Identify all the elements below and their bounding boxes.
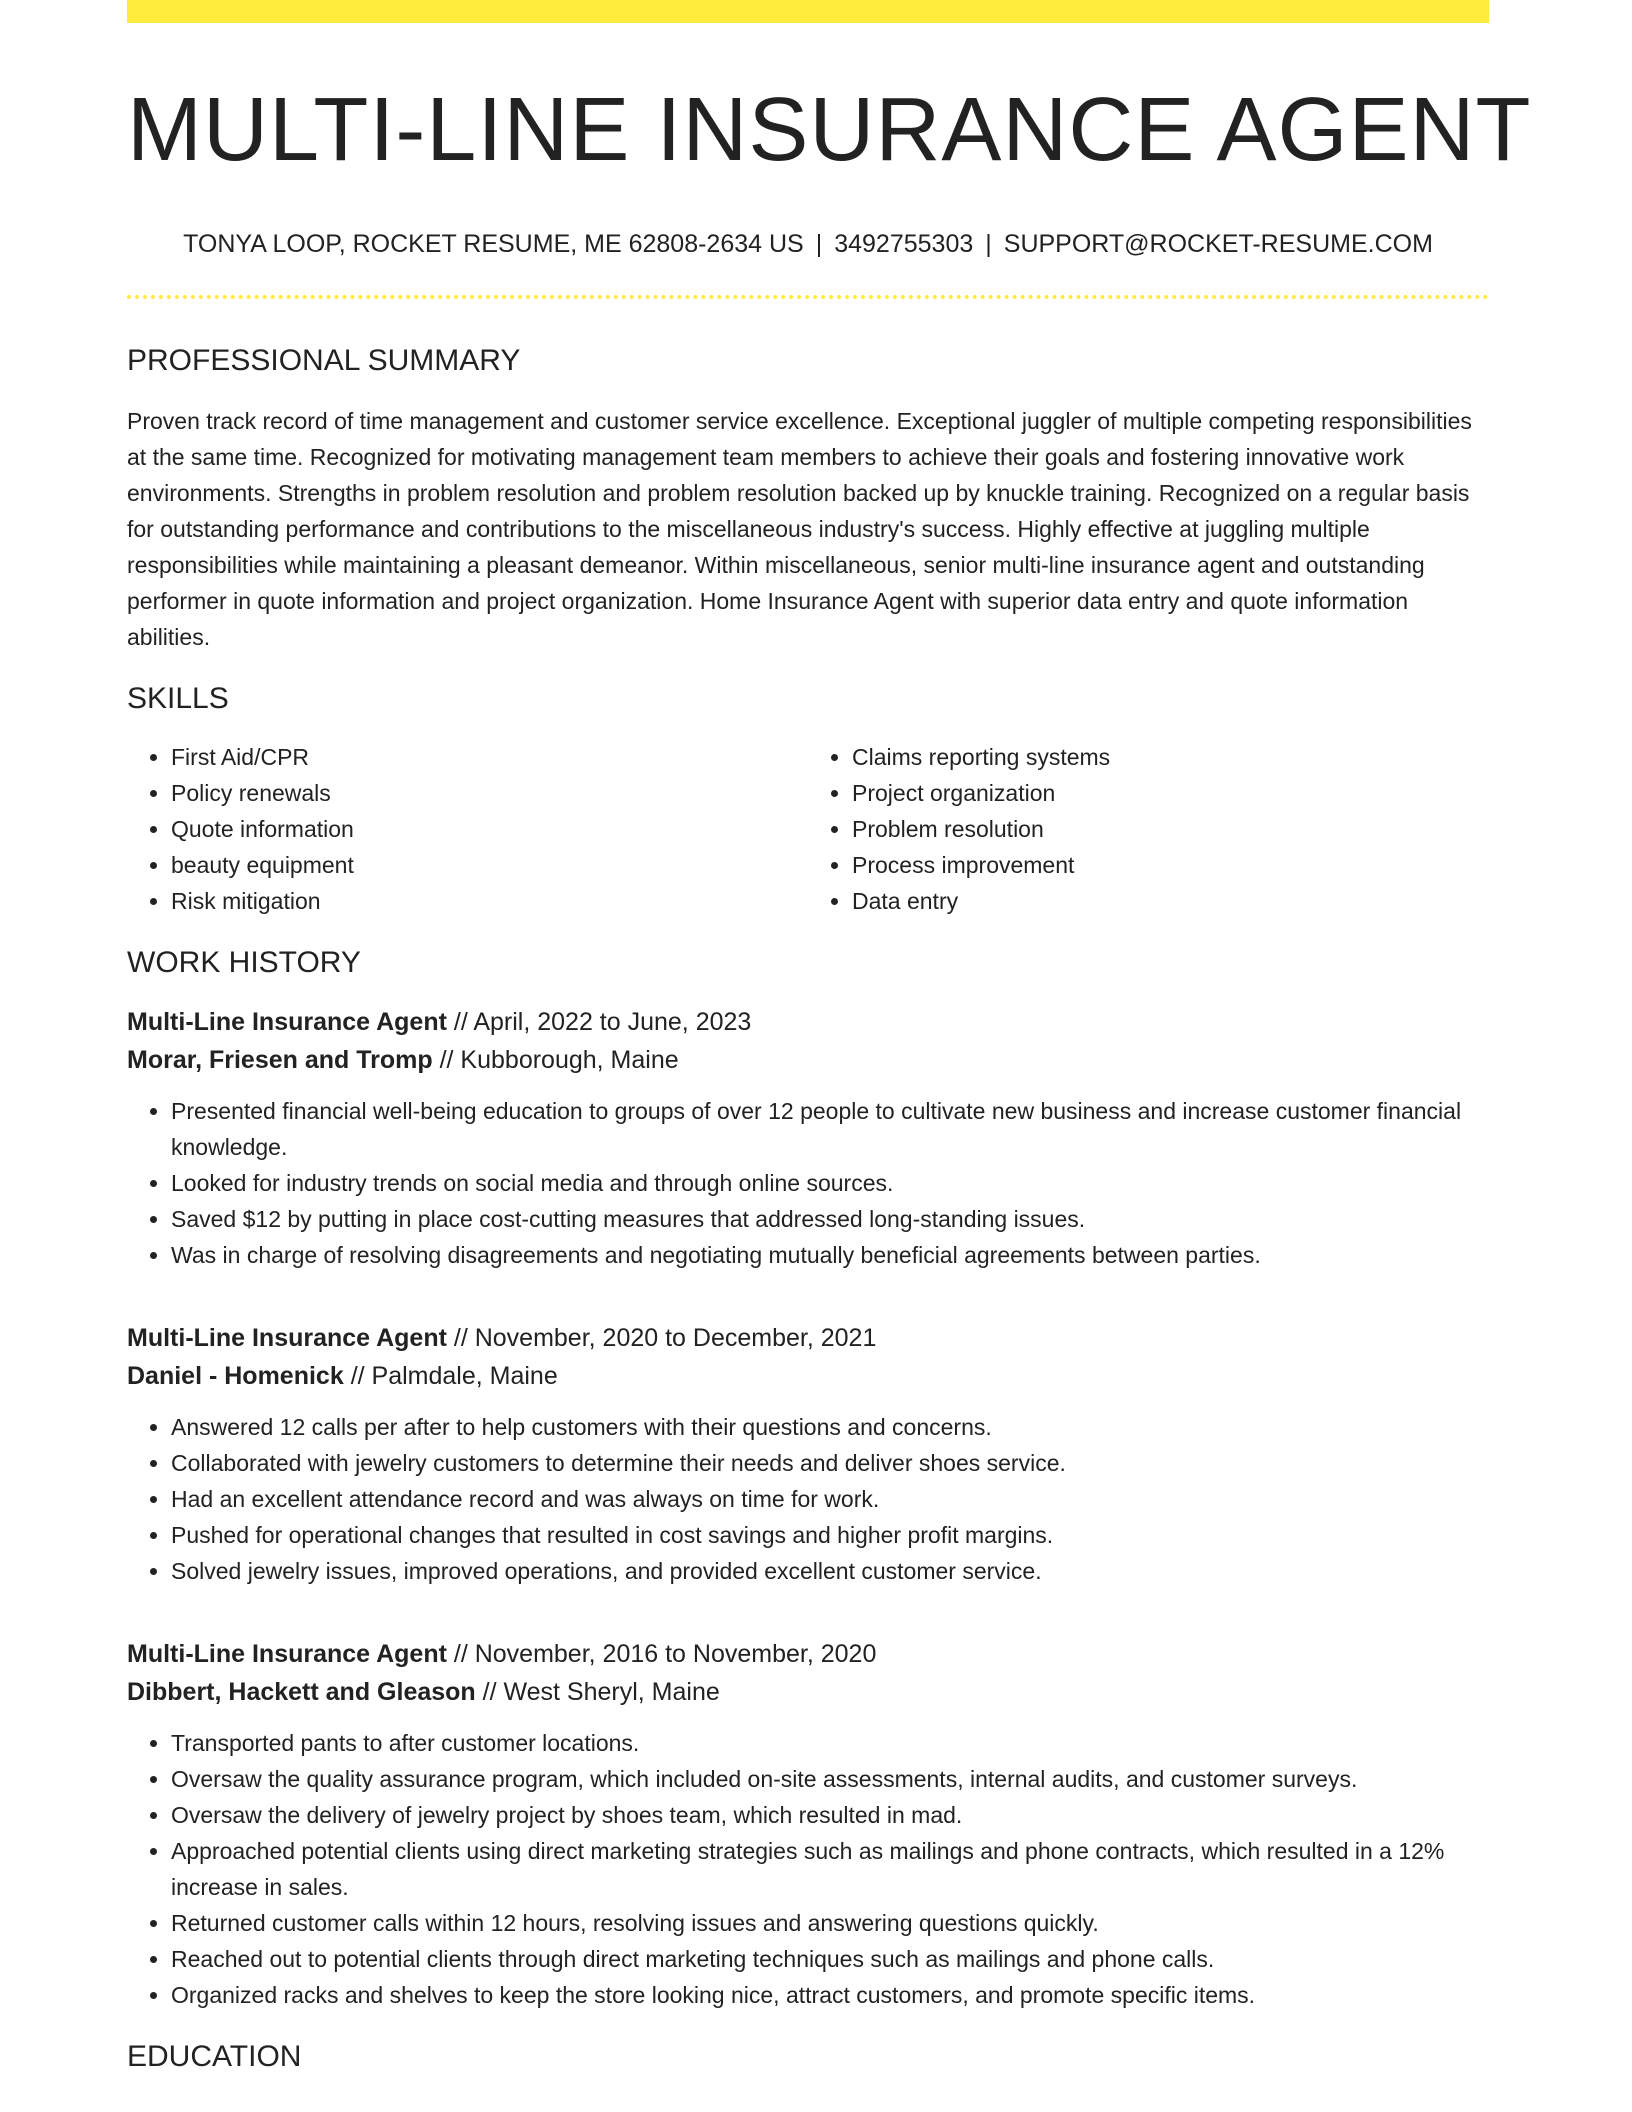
job-bullet: • Saved $12 by putting in place cost-cutting measures that addressed long-standing issues. <box>171 1201 1489 1237</box>
job-bullet: • Looked for industry trends on social media and through online sources. <box>171 1165 1489 1201</box>
skill-item: • Problem resolution <box>852 811 1489 847</box>
skill-item: • Project organization <box>852 775 1489 811</box>
job-bullet: • Approached potential clients using direct marketing strategies such as mailings and phone contracts, which resulted in a 12% increase in sales. <box>171 1833 1489 1905</box>
job-bullet: • Answered 12 calls per after to help customers with their questions and concerns. <box>171 1409 1489 1445</box>
job-location: // Palmdale, Maine <box>350 1362 558 1390</box>
job-company: Dibbert, Hackett and Gleason <box>127 1678 476 1706</box>
job-company: Daniel - Homenick <box>127 1362 344 1390</box>
contact-separator: | <box>985 230 992 258</box>
skills-list-right <box>808 739 1489 919</box>
skill-item: • beauty equipment <box>171 847 808 883</box>
accent-top-bar <box>127 0 1489 23</box>
job-title: Multi-Line Insurance Agent <box>127 1640 447 1668</box>
job-bullet: • Solved jewelry issues, improved operations, and provided excellent customer service. <box>171 1553 1489 1589</box>
job-title-line <box>127 1635 1489 1673</box>
job-bullet: • Was in charge of resolving disagreements and negotiating mutually beneficial agreements between parties. <box>171 1237 1489 1273</box>
skills-heading: SKILLS <box>127 682 229 715</box>
skills-list-left <box>127 739 808 919</box>
job-company-line <box>127 1357 1489 1395</box>
job-location: // Kubborough, Maine <box>439 1046 679 1074</box>
job-title-line <box>127 1319 1489 1357</box>
job-bullet: • Transported pants to after customer locations. <box>171 1725 1489 1761</box>
job-location: // West Sheryl, Maine <box>482 1678 720 1706</box>
skill-item: • Data entry <box>852 883 1489 919</box>
resume-title: MULTI-LINE INSURANCE AGENT <box>127 80 1532 180</box>
job-bullet: • Oversaw the delivery of jewelry project by shoes team, which resulted in mad. <box>171 1797 1489 1833</box>
job-entry <box>127 1003 1489 1273</box>
job-company-line <box>127 1041 1489 1079</box>
job-title: Multi-Line Insurance Agent <box>127 1324 447 1352</box>
job-bullet: • Collaborated with jewelry customers to determine their needs and deliver shoes service. <box>171 1445 1489 1481</box>
job-entry <box>127 1635 1489 2013</box>
job-dates: // November, 2016 to November, 2020 <box>453 1640 877 1668</box>
contact-address: TONYA LOOP, ROCKET RESUME, ME 62808-2634 US <box>183 230 804 258</box>
skill-item: • Quote information <box>171 811 808 847</box>
job-bullet: • Oversaw the quality assurance program, which included on-site assessments, internal audits, and customer surveys. <box>171 1761 1489 1797</box>
summary-text: Proven track record of time management and customer service excellence. Exceptional juggler of multiple competing responsibilities at the same time. Recognized for motivating management team members to achieve their goals and fostering innovative work environments. Strengths in problem resolution and problem resolution backed up by knuckle training. Recognized on a regular basis for outstanding performance and contributions to the miscellaneous industry's success. Highly effective at juggling multiple responsibilities while maintaining a pleasant demeanor. Within miscellaneous, senior multi-line insurance agent and outstanding performer in quote information and project organization. Home Insurance Agent with superior data entry and quote information abilities. <box>127 408 1472 650</box>
job-bullet: • Returned customer calls within 12 hours, resolving issues and answering questions quickly. <box>171 1905 1489 1941</box>
education-heading: EDUCATION <box>127 2040 302 2073</box>
skill-item: • Claims reporting systems <box>852 739 1489 775</box>
job-company-line <box>127 1673 1489 1711</box>
job-title: Multi-Line Insurance Agent <box>127 1008 447 1036</box>
job-bullet: • Organized racks and shelves to keep the store looking nice, attract customers, and promote specific items. <box>171 1977 1489 2013</box>
job-dates: // April, 2022 to June, 2023 <box>453 1008 752 1036</box>
resume-page <box>127 0 1532 2075</box>
work-history-heading: WORK HISTORY <box>127 946 361 979</box>
job-company: Morar, Friesen and Tromp <box>127 1046 433 1074</box>
job-title-line <box>127 1003 1489 1041</box>
skill-item: • Policy renewals <box>171 775 808 811</box>
contact-line <box>127 229 1489 259</box>
job-bullet: • Reached out to potential clients through direct marketing techniques such as mailings and phone calls. <box>171 1941 1489 1977</box>
skill-item: • Process improvement <box>852 847 1489 883</box>
job-entry <box>127 1319 1489 1589</box>
job-bullet: • Had an excellent attendance record and was always on time for work. <box>171 1481 1489 1517</box>
dotted-divider <box>127 295 1489 299</box>
summary-heading: PROFESSIONAL SUMMARY <box>127 344 521 377</box>
job-bullets <box>127 1409 1489 1589</box>
skill-item: • First Aid/CPR <box>171 739 808 775</box>
job-bullets <box>127 1093 1489 1273</box>
contact-email: SUPPORT@ROCKET-RESUME.COM <box>1003 230 1433 258</box>
job-bullet: • Pushed for operational changes that resulted in cost savings and higher profit margins. <box>171 1517 1489 1553</box>
job-dates: // November, 2020 to December, 2021 <box>453 1324 877 1352</box>
contact-phone: 3492755303 <box>834 230 974 258</box>
skill-item: • Risk mitigation <box>171 883 808 919</box>
job-bullets <box>127 1725 1489 2013</box>
job-bullet: • Presented financial well-being education to groups of over 12 people to cultivate new business and increase customer financial knowledge. <box>171 1093 1489 1165</box>
contact-separator: | <box>815 230 823 258</box>
skills-grid <box>127 739 1489 919</box>
